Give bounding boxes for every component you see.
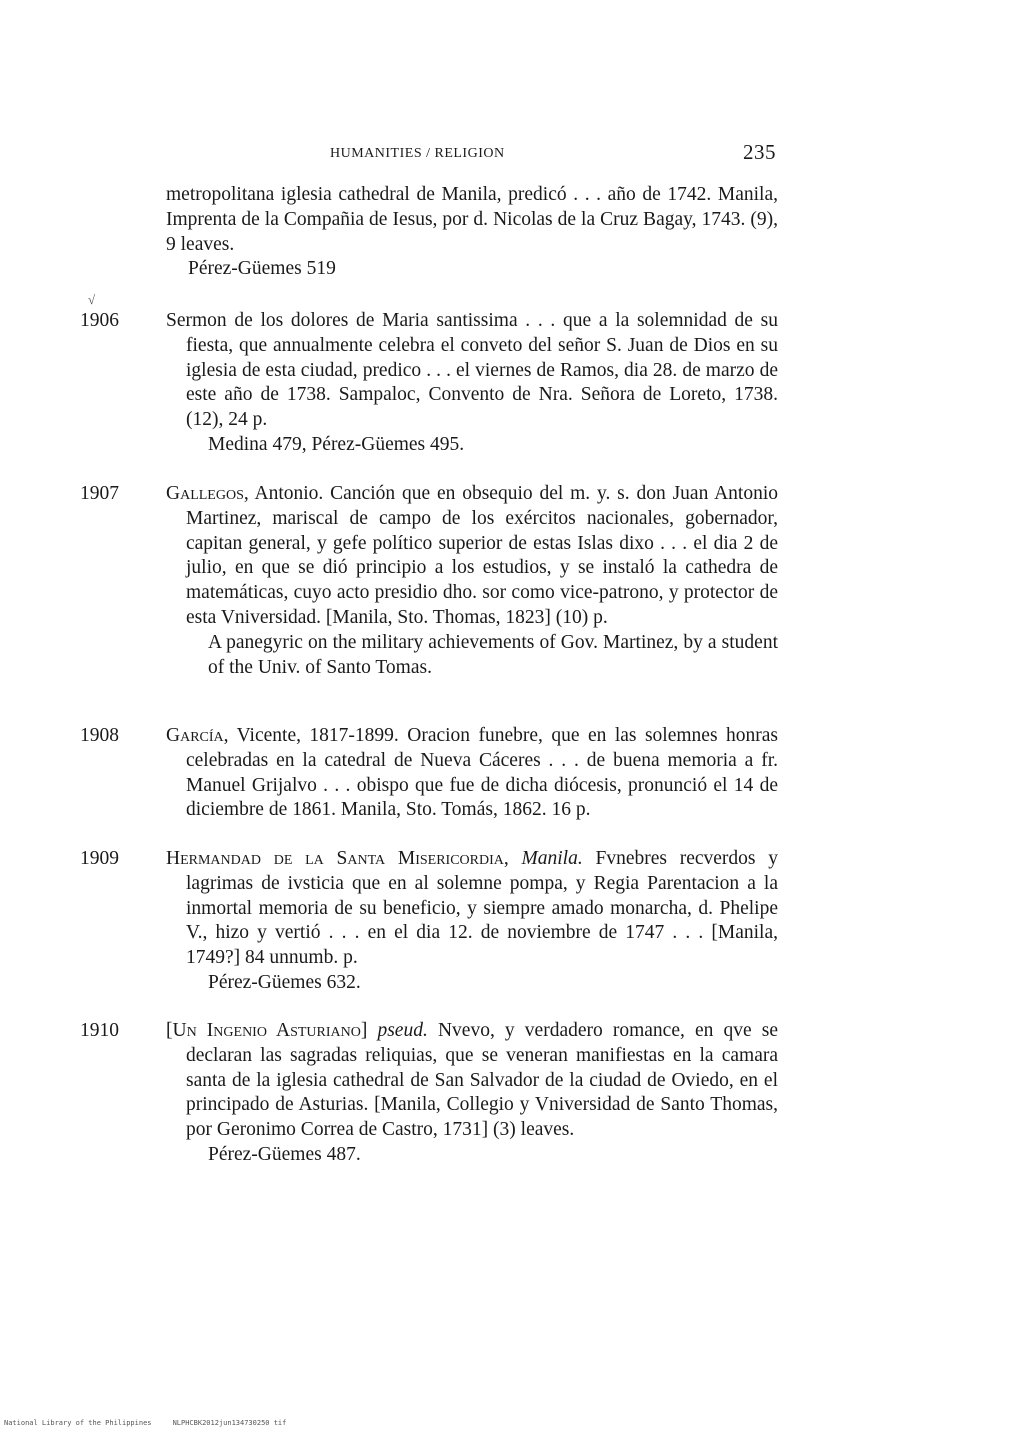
entry-author-rest: Antonio. [248,483,324,504]
entry-author: Hermandad de la Santa Misericordia, [166,848,509,869]
entry-note: Pérez-Güemes 487. [208,1143,361,1165]
scan-footer: National Library of the Philippines NLPHCBK2012jun134730250 tif [4,1419,287,1427]
entry-author: [Un Ingenio Asturiano] [166,1020,368,1041]
continued-entry-note: Pérez-Güemes 519 [188,258,336,280]
entry-place: Manila. [521,848,583,869]
entry-note: Pérez-Güemes 632. [208,971,361,993]
continued-entry-text: metropolitana iglesia cathedral de Manila, predicó . . . año de 1742. Manila, Imprenta de la Compañia de Iesus, por d. Nicolas de la Cruz Bagay, 1743. (9), 9 leaves. [166,184,778,255]
entry-text: Sermon de los dolores de Maria santissima . . . que a la solemnidad de su fiesta, que annualmente celebra el conveto del señor S. Juan de Dios en su iglesia de esta ciudad, predico . . . el viernes de Ramos, dia 28. de marzo de este año de 1738. Sampaloc, Convento de Nra. Señora de Loreto, 1738. (12), 24 p. [166,310,778,431]
entry-1907 [80,482,778,680]
continued-entry [166,183,778,282]
entry-author: Gallegos, [166,483,249,504]
entry-text: Fvnebres recverdos y lagrimas de ivsticia que en al solemne pompa, y Regia Parentacion a la inmortal memoria de su beneficio, y siempre amado monarcha, d. Phelipe V., hizo y vertió . . . en el dia 12. de noviembre de 1747 . . . [Manila, 1749?] 84 unnumb. p. [186,848,778,969]
entry-body [166,847,778,971]
entry-note: A panegyric on the military achievements of Gov. Martinez, by a student of the Univ. of Santo Tomas. [208,631,778,678]
entry-body [166,482,778,631]
entry-number: 1906 [80,310,119,331]
entry-text: Oracion funebre, que en las solemnes honras celebradas en la catedral de Nueva Cáceres . . . de buena memoria a fr. Manuel Grijalvo . . . obispo que fue de dicha diócesis, pronunció el 14 de diciembre de 1861. Manila, Sto. Tomás, 1862. 16 p. [186,725,778,821]
entry-author-rest [367,1020,377,1041]
entry-number: 1910 [80,1020,119,1041]
entry-number: 1907 [80,483,119,504]
entry-author-rest [509,848,522,869]
entry-pseudonym-label: pseud. [377,1020,428,1041]
entry-body [166,1019,778,1143]
entry-text: Canción que en obsequio del m. y. s. don Juan Antonio Martinez, mariscal de campo de los exércitos nacionales, gobernador, capitan general, y gefe político superior de estas Islas dixo . . . el dia 2 de julio, en que se dió principio a los estudios, y se instaló la cathedra de matemáticas, cuyo acto presidio dho. sor como vice-patrono, y protector de esta Vniversidad. [Manila, Sto. Thomas, 1823] (10) p. [186,483,778,628]
entry-1909 [80,847,778,996]
entry-number: 1909 [80,848,119,869]
entry-1910 [80,1019,778,1168]
page-number: 235 [743,140,776,164]
entry-body [166,309,778,433]
entry-1908 [80,724,778,823]
entry-1906 [80,309,778,458]
entry-author: García, [166,725,229,746]
entry-body [166,724,778,823]
running-title: HUMANITIES / RELIGION [330,146,505,161]
pen-check-mark: √ [88,292,96,307]
entry-note: Medina 479, Pérez-Güemes 495. [208,433,465,455]
entry-author-rest: Vicente, 1817-1899. [228,725,399,746]
entry-text: Nvevo, y verdadero romance, en qve se declaran las sagradas reliquias, que se veneran manifiestas en la camara santa de la iglesia cathedral de San Salvador de la ciudad de Oviedo, en el principado de Asturias. [Manila, Collegio y Vniversidad de Santo Thomas, por Geronimo Correa de Castro, 1731] (3) leaves. [186,1020,779,1141]
entry-number: 1908 [80,725,119,746]
